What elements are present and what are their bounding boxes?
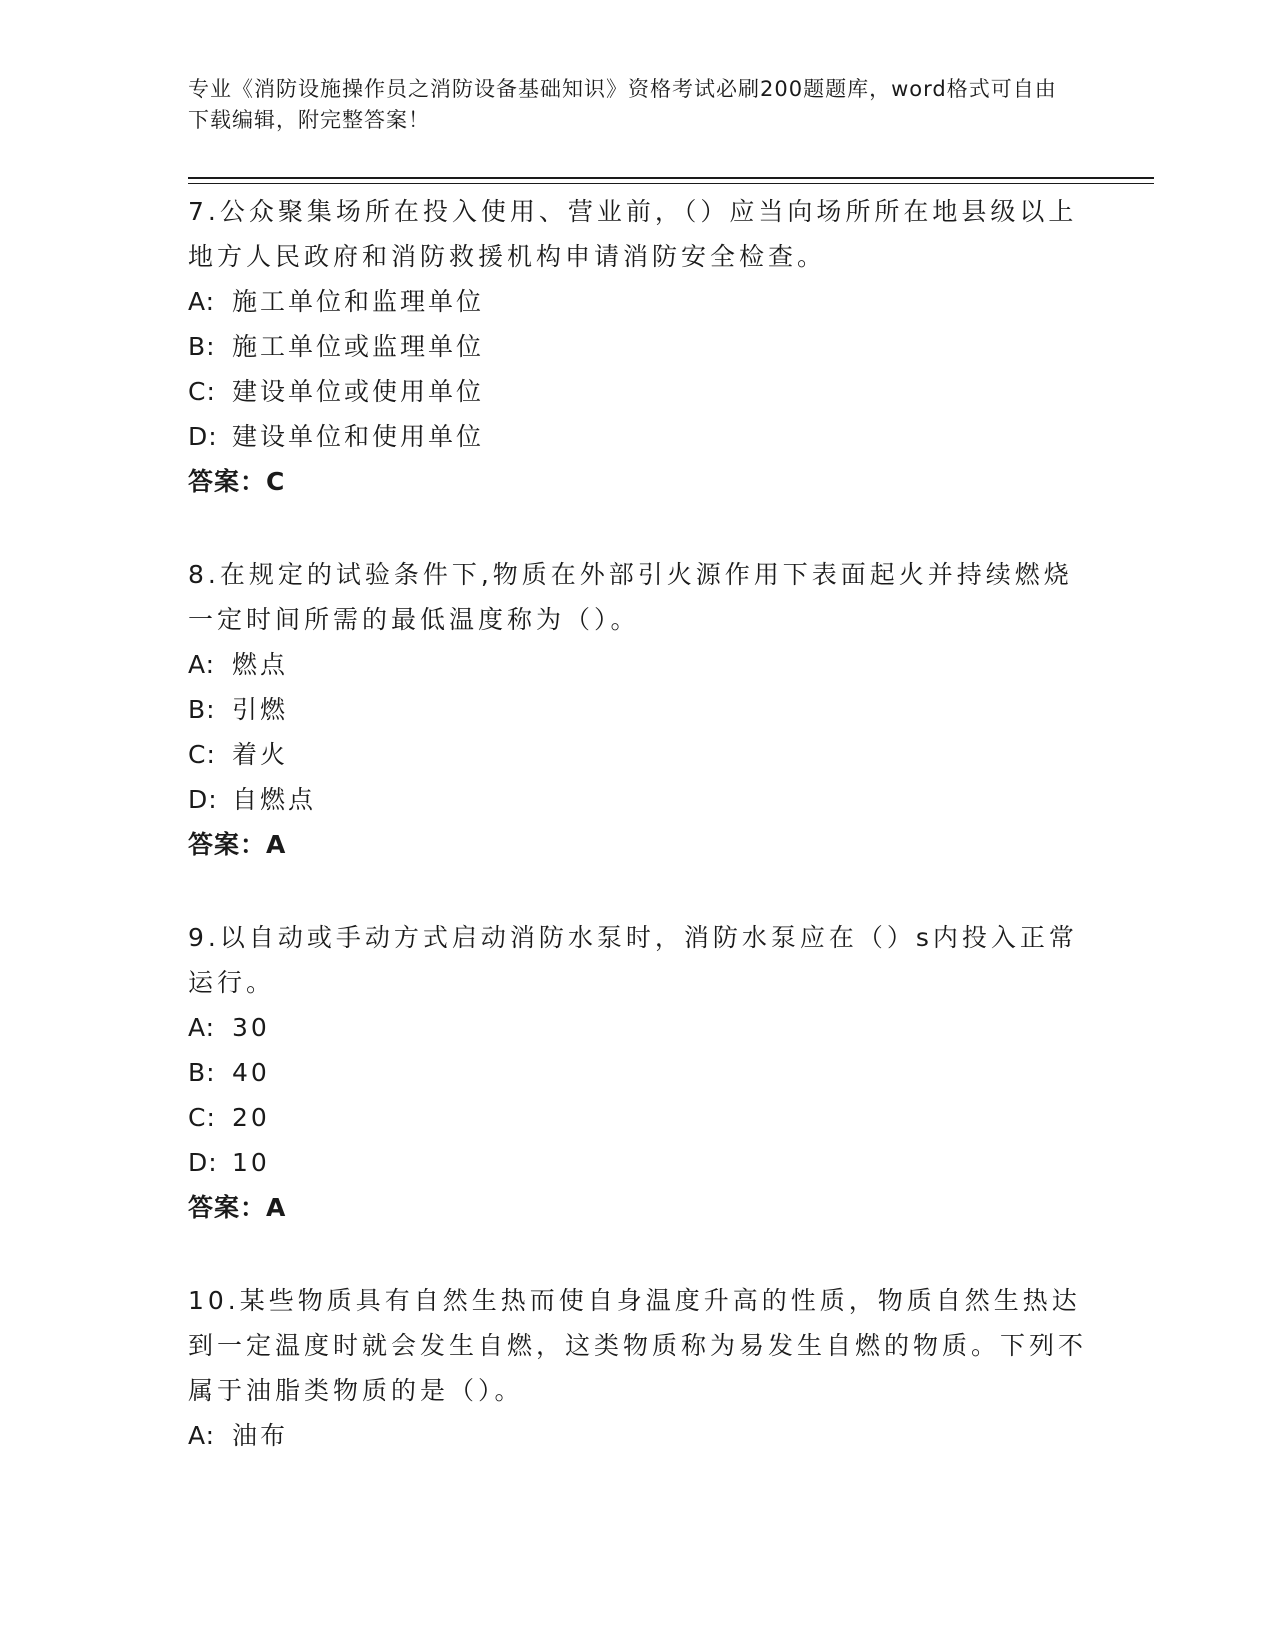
- answer-value: A: [266, 1193, 287, 1222]
- answer-line: [188, 822, 1088, 867]
- option-list: [188, 1413, 1088, 1458]
- option-text: 10: [232, 1148, 270, 1177]
- option-item: [188, 279, 1088, 324]
- answer-line: [188, 459, 1088, 504]
- option-item: [188, 1050, 1088, 1095]
- question-item: [188, 189, 1088, 504]
- question-stem: 9.以自动或手动方式启动消防水泵时，消防水泵应在（）s内投入正常运行。: [188, 923, 1078, 997]
- option-item: [188, 1095, 1088, 1140]
- answer-value: A: [266, 830, 287, 859]
- option-letter: C:: [188, 377, 216, 406]
- option-text: 建设单位和使用单位: [232, 422, 485, 451]
- answer-line: [188, 1185, 1088, 1230]
- option-letter: B:: [188, 695, 216, 724]
- option-text: 施工单位或监理单位: [232, 332, 485, 361]
- document-header: 专业《消防设施操作员之消防设备基础知识》资格考试必刷200题题库，word格式可自由下载编辑，附完整答案！: [188, 77, 1057, 132]
- option-letter: C:: [188, 1103, 216, 1132]
- option-letter: D:: [188, 422, 218, 451]
- option-text: 30: [232, 1013, 270, 1042]
- question-item: [188, 915, 1088, 1230]
- option-letter: C:: [188, 740, 216, 769]
- option-item: [188, 1140, 1088, 1185]
- option-item: [188, 324, 1088, 369]
- option-letter: A:: [188, 1421, 216, 1450]
- option-item: [188, 732, 1088, 777]
- option-text: 燃点: [232, 650, 289, 679]
- question-stem: 7.公众聚集场所在投入使用、营业前，（）应当向场所所在地县级以上地方人民政府和消防救援机构申请消防安全检查。: [188, 197, 1078, 271]
- option-item: [188, 1413, 1088, 1458]
- option-item: [188, 369, 1088, 414]
- option-item: [188, 687, 1088, 732]
- option-letter: D:: [188, 1148, 218, 1177]
- option-text: 油布: [232, 1421, 289, 1450]
- option-list: [188, 1005, 1088, 1185]
- answer-label: 答案：: [188, 1193, 267, 1222]
- option-text: 着火: [232, 740, 289, 769]
- answer-label: 答案：: [188, 830, 267, 859]
- option-letter: A:: [188, 287, 216, 316]
- option-list: [188, 642, 1088, 822]
- option-text: 施工单位和监理单位: [232, 287, 485, 316]
- question-stem: 10.某些物质具有自然生热而使自身温度升高的性质，物质自然生热达到一定温度时就会发生自燃，这类物质称为易发生自燃的物质。下列不属于油脂类物质的是（）。: [188, 1286, 1088, 1405]
- answer-label: 答案：: [188, 467, 267, 496]
- option-item: [188, 642, 1088, 687]
- question-stem: 8.在规定的试验条件下,物质在外部引火源作用下表面起火并持续燃烧一定时间所需的最低温度称为（）。: [188, 560, 1073, 634]
- option-letter: A:: [188, 650, 216, 679]
- option-list: [188, 279, 1088, 459]
- option-letter: B:: [188, 1058, 216, 1087]
- option-letter: D:: [188, 785, 218, 814]
- option-text: 自燃点: [232, 785, 317, 814]
- header-divider-thick: [188, 177, 1154, 179]
- option-text: 引燃: [232, 695, 289, 724]
- option-text: 建设单位或使用单位: [232, 377, 485, 406]
- option-item: [188, 1005, 1088, 1050]
- option-text: 20: [232, 1103, 270, 1132]
- option-item: [188, 777, 1088, 822]
- question-item: [188, 552, 1088, 867]
- option-letter: B:: [188, 332, 216, 361]
- header-divider-thin: [188, 183, 1154, 184]
- option-item: [188, 414, 1088, 459]
- answer-value: C: [266, 467, 286, 496]
- question-list: [188, 189, 1088, 1506]
- option-letter: A:: [188, 1013, 216, 1042]
- question-item: [188, 1278, 1088, 1458]
- option-text: 40: [232, 1058, 270, 1087]
